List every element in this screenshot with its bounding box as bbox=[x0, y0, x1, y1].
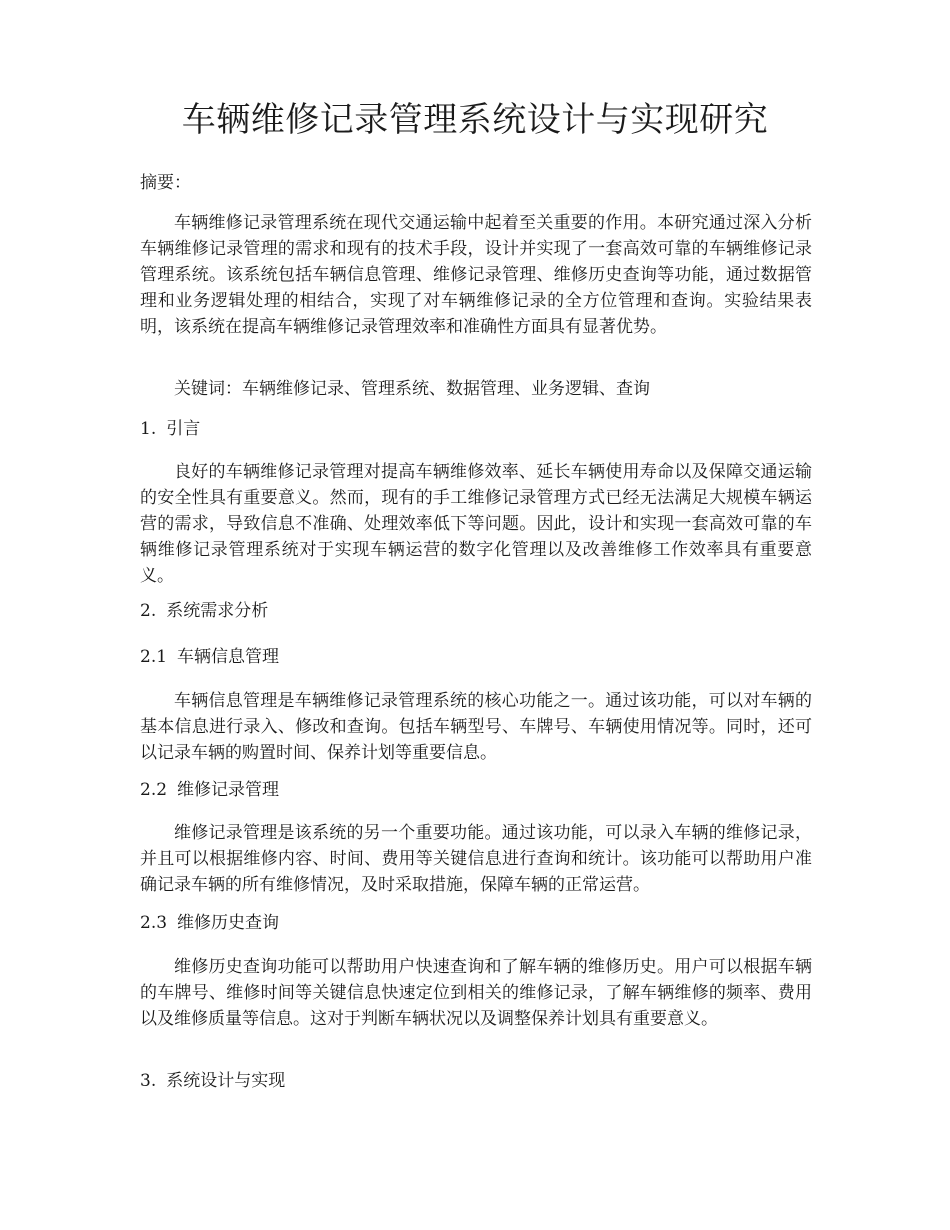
keywords-paragraph: 关键词：车辆维修记录、管理系统、数据管理、业务逻辑、查询 bbox=[174, 379, 650, 399]
section-title: 引言 bbox=[166, 419, 201, 439]
section-number: 2. bbox=[140, 601, 157, 621]
section-paragraph-1: 良好的车辆维修记录管理对提高车辆维修效率、延长车辆使用寿命以及保障交通运输的安全性具有重要意义。然而，现有的手工维修记录管理方式已经无法满足大规模车辆运营的需求，导致信息不准确、处理效率低下等问题。因此，设计和实现一套高效可靠的车辆维修记录管理系统对于实现车辆运营的数字化管理以及改善维修工作效率具有重要意义。 bbox=[140, 462, 812, 586]
section-number: 1. bbox=[140, 419, 157, 439]
section-title: 车辆信息管理 bbox=[177, 647, 280, 667]
section-title: 维修历史查询 bbox=[177, 913, 280, 933]
section-number: 2.3 bbox=[140, 913, 168, 933]
section-title: 系统需求分析 bbox=[166, 601, 269, 621]
section-heading-2-2 bbox=[140, 777, 279, 803]
section-title: 系统设计与实现 bbox=[166, 1071, 286, 1091]
section-heading-3 bbox=[140, 1068, 285, 1094]
section-number: 2.1 bbox=[140, 647, 168, 667]
section-paragraph-2-1: 车辆信息管理是车辆维修记录管理系统的核心功能之一。通过该功能，可以对车辆的基本信息进行录入、修改和查询。包括车辆型号、车牌号、车辆使用情况等。同时，还可以记录车辆的购置时间、保养计划等重要信息。 bbox=[140, 691, 812, 763]
abstract-paragraph: 车辆维修记录管理系统在现代交通运输中起着至关重要的作用。本研究通过深入分析车辆维修记录管理的需求和现有的技术手段，设计并实现了一套高效可靠的车辆维修记录管理系统。该系统包括车辆信息管理、维修记录管理、维修历史查询等功能，通过数据管理和业务逻辑处理的相结合，实现了对车辆维修记录的全方位管理和查询。实验结果表明，该系统在提高车辆维修记录管理效率和准确性方面具有显著优势。 bbox=[140, 213, 812, 337]
section-paragraph-2-3: 维修历史查询功能可以帮助用户快速查询和了解车辆的维修历史。用户可以根据车辆的车牌号、维修时间等关键信息快速定位到相关的维修记录，了解车辆维修的频率、费用以及维修质量等信息。这对于判断车辆状况以及调整保养计划具有重要意义。 bbox=[140, 957, 812, 1029]
section-heading-2-3 bbox=[140, 910, 279, 936]
section-paragraph-2-2: 维修记录管理是该系统的另一个重要功能。通过该功能，可以录入车辆的维修记录，并且可以根据维修内容、时间、费用等关键信息进行查询和统计。该功能可以帮助用户准确记录车辆的所有维修情况，及时采取措施，保障车辆的正常运营。 bbox=[140, 823, 812, 895]
section-number: 3. bbox=[140, 1071, 157, 1091]
section-heading-1 bbox=[140, 416, 200, 442]
section-title: 维修记录管理 bbox=[177, 780, 280, 800]
section-heading-2-1 bbox=[140, 644, 279, 670]
section-number: 2.2 bbox=[140, 780, 168, 800]
section-heading-2 bbox=[140, 598, 268, 624]
abstract-label: 摘要： bbox=[140, 173, 191, 193]
document-title: 车辆维修记录管理系统设计与实现研究 bbox=[181, 100, 769, 140]
